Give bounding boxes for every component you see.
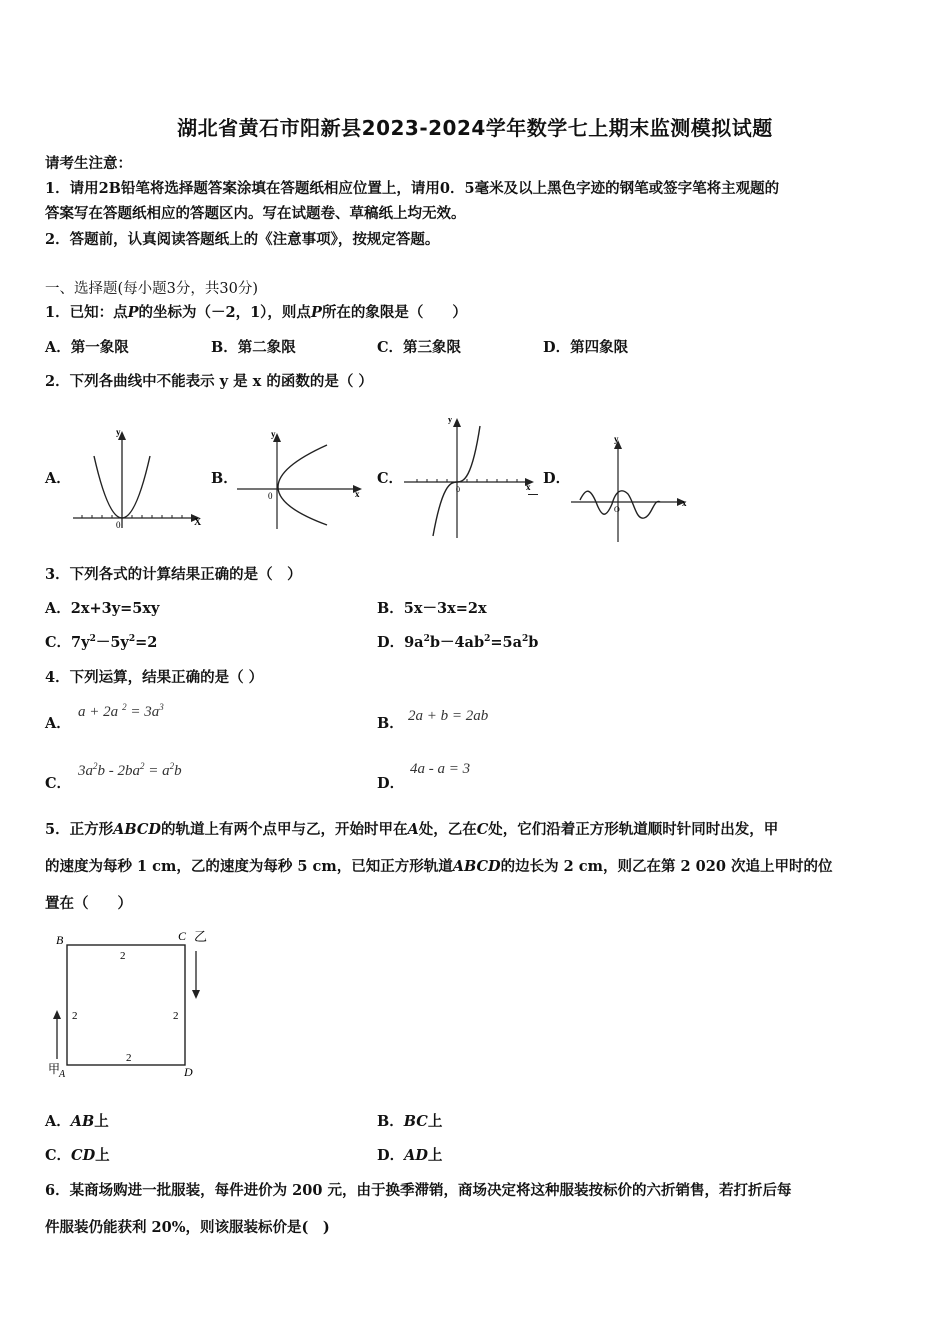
q2-graph-d xyxy=(568,428,698,546)
q2a-x-label: X xyxy=(194,517,202,528)
q1-stem: 1．已知：点P的坐标为（－2，1），则点P所在的象限是（ ） xyxy=(45,304,467,321)
q3-option-b: B．5x－3x=2x xyxy=(377,600,487,617)
q5-label-b: B xyxy=(56,933,64,947)
q5-stem-line-2: 的速度为每秒 1 cm，乙的速度为每秒 5 cm，已知正方形轨道ABCD的边长为 2 cm，则乙在第 2 020 次追上甲时的位 xyxy=(45,858,833,875)
q5-label-c: C xyxy=(178,929,187,943)
q5-label-yi: 乙 xyxy=(194,929,208,944)
q5-side-left: 2 xyxy=(72,1010,78,1022)
q3-stem: 3．下列各式的计算结果正确的是（ ） xyxy=(45,566,302,583)
q2c-origin-label: 0 xyxy=(456,485,460,494)
q4-option-d-label: D． xyxy=(377,775,405,792)
page-title: 湖北省黄石市阳新县2023-2024学年数学七上期末监测模拟试题 xyxy=(177,116,773,140)
q5-stem-line-3: 置在（ ） xyxy=(45,895,132,912)
q2c-x-label: x xyxy=(526,482,531,492)
q2-underscore-mark xyxy=(528,494,538,495)
q2-graph-c xyxy=(400,412,540,542)
q4-option-c-label: C． xyxy=(45,775,72,792)
q2-option-d-label: D． xyxy=(543,470,571,487)
q6-stem-line-1: 6．某商场购进一批服装，每件进价为 200 元，由于换季滞销，商场决定将这种服装按标价的六折销售，若打折后每 xyxy=(45,1182,792,1199)
q2d-origin-label: O xyxy=(614,505,620,514)
q2b-x-label: x xyxy=(355,489,360,499)
q5-option-d: D．AD上 xyxy=(377,1147,443,1164)
q5-side-right: 2 xyxy=(173,1010,179,1022)
q4-option-a-label: A． xyxy=(45,715,71,732)
q5-stem-line-1: 5．正方形ABCD的轨道上有两个点甲与乙，开始时甲在A处，乙在C处，它们沿着正方形轨道顺时针同时出发，甲 xyxy=(45,821,779,838)
notice-item-1-line-2: 答案写在答题纸相应的答题区内。写在试题卷、草稿纸上均无效。 xyxy=(45,205,466,222)
q2d-x-label: x xyxy=(682,498,687,508)
q2b-origin-label: 0 xyxy=(268,491,273,501)
q4-option-b-expr: 2a + b = 2ab xyxy=(408,708,489,724)
notice-heading: 请考生注意： xyxy=(45,155,132,172)
q2c-y-label: y xyxy=(448,415,452,424)
q2a-y-label: y xyxy=(116,427,121,437)
q1-option-d: D．第四象限 xyxy=(543,339,629,356)
q2-option-b-label: B． xyxy=(211,470,238,487)
q4-option-b-label: B． xyxy=(377,715,404,732)
q3-option-c: C．$7y^2-5y^2=2$ xyxy=(45,634,158,651)
q2-option-a-label: A． xyxy=(45,470,71,487)
q5-label-a: A xyxy=(59,1069,66,1080)
q5-option-a: A．AB上 xyxy=(45,1113,109,1130)
q2-graph-a xyxy=(70,422,205,532)
q5-option-b: B．BC上 xyxy=(377,1113,443,1130)
q2d-y-label: y xyxy=(614,434,619,444)
q3-option-a: A．2x+3y=5xy xyxy=(45,600,160,617)
q6-stem-line-2: 件服装仍能获利 20%，则该服装标价是( ) xyxy=(45,1219,330,1236)
q4-option-a-expr: a + 2a $^2 = 3a^3$ xyxy=(78,702,164,720)
q2-stem: 2．下列各曲线中不能表示 y 是 x 的函数的是（ ） xyxy=(45,373,373,390)
q1-option-c: C．第三象限 xyxy=(377,339,462,356)
q5-label-jia: 甲 xyxy=(48,1062,61,1076)
q4-stem: 4．下列运算，结果正确的是（ ） xyxy=(45,669,264,686)
section-heading: 一、选择题(每小题3分，共30分) xyxy=(45,281,258,297)
q5-side-bottom: 2 xyxy=(126,1052,132,1064)
q4-option-d-expr: 4a - a = 3 xyxy=(410,761,471,777)
q2a-origin-label: 0 xyxy=(116,520,121,530)
q5-label-d: D xyxy=(184,1065,193,1079)
q1-option-b: B．第二象限 xyxy=(211,339,296,356)
q2-option-c-label: C． xyxy=(377,470,404,487)
q5-option-c: C．CD上 xyxy=(45,1147,110,1164)
q1-option-a: A．第一象限 xyxy=(45,339,129,356)
q4-option-c-expr: $3a^2b - 2ba^2 = a^2b$ xyxy=(78,761,182,779)
q5-square-figure xyxy=(44,924,224,1084)
q2b-y-label: y xyxy=(271,429,276,439)
q2-graph-b xyxy=(235,425,370,535)
notice-item-2: 2．答题前，认真阅读答题纸上的《注意事项》，按规定答题。 xyxy=(45,231,440,248)
notice-item-1-line-1: 1．请用2B铅笔将选择题答案涂填在答题纸相应位置上，请用0．5毫米及以上黑色字迹的钢笔或签字笔将主观题的 xyxy=(45,180,780,197)
q3-option-d: D．$9a^2b-4ab^2=5a^2b$ xyxy=(377,634,539,651)
q5-side-top: 2 xyxy=(120,950,126,962)
